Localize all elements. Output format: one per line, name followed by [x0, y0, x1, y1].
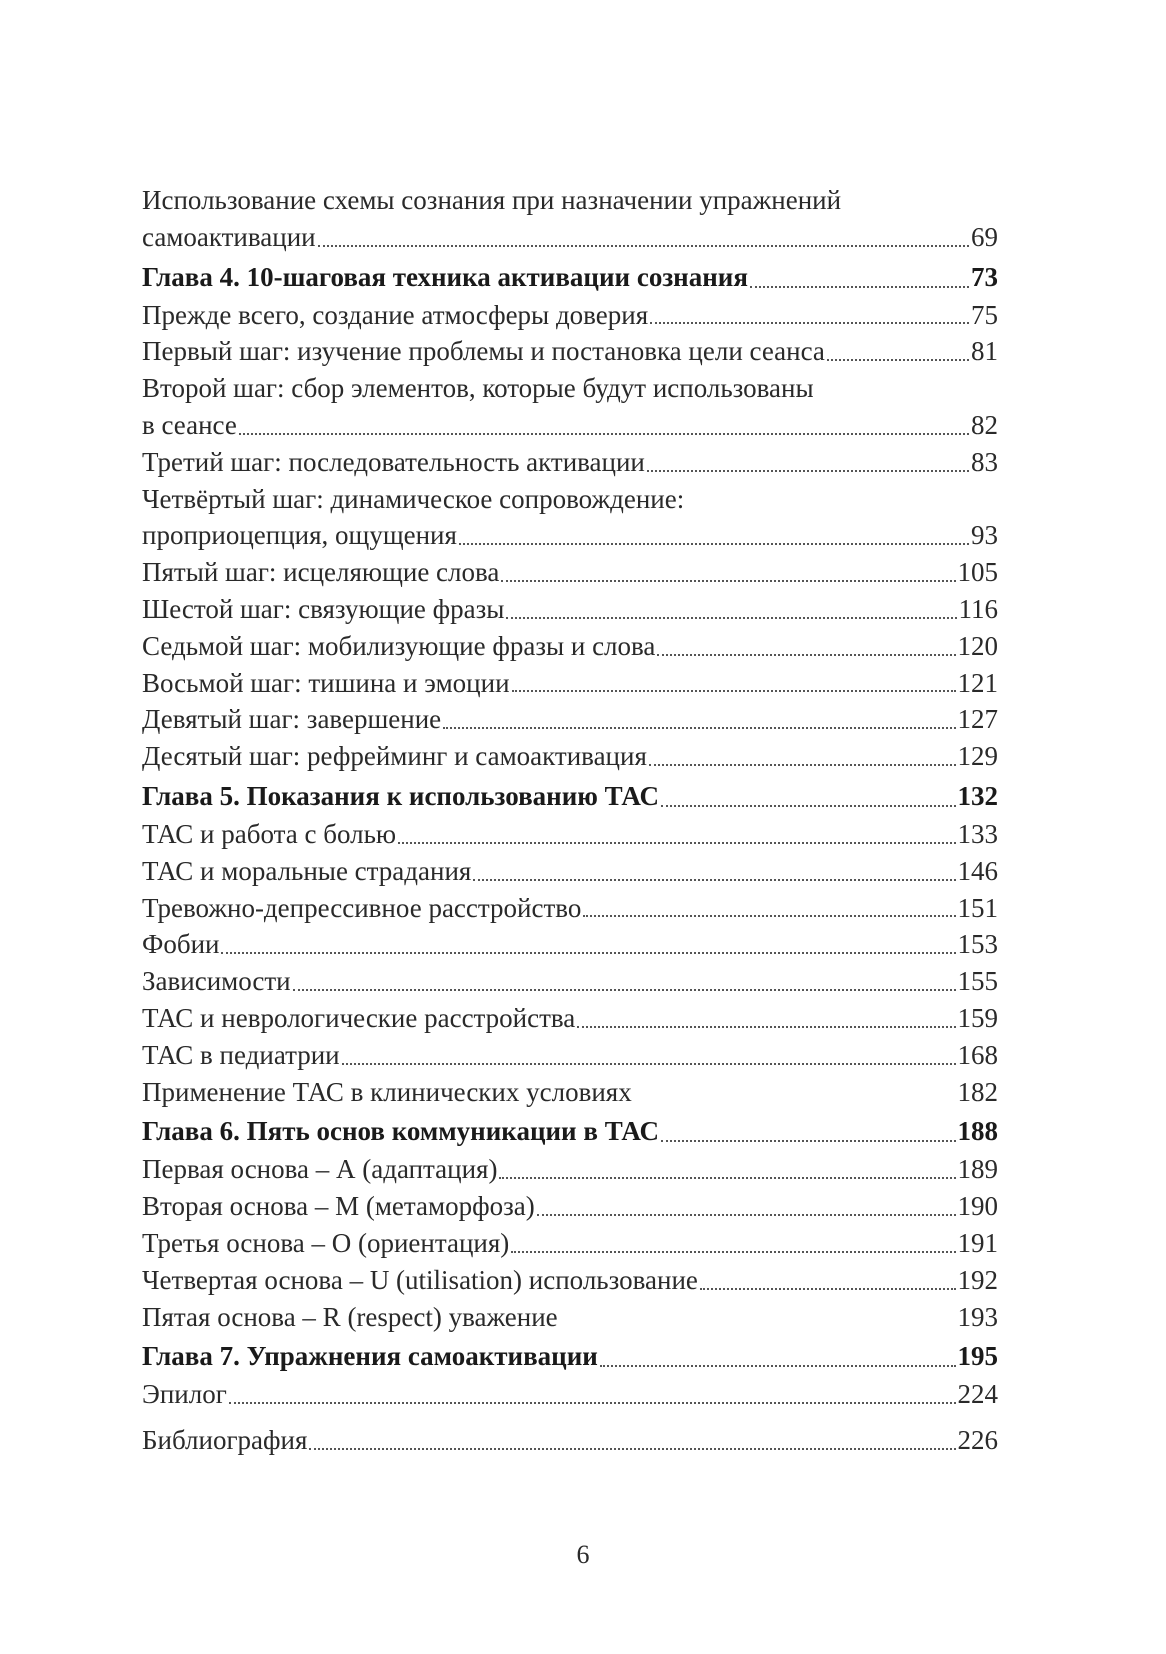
dot-leader	[649, 764, 956, 766]
toc-entry-page: 132	[957, 780, 998, 811]
toc-entry-page: 151	[957, 892, 998, 923]
table-of-contents	[142, 182, 998, 1459]
toc-entry	[142, 1376, 998, 1413]
dot-leader	[309, 1448, 955, 1450]
toc-entry-title: Восьмой шаг: тишина и эмоции	[142, 667, 510, 698]
toc-entry-page: 127	[957, 704, 998, 735]
dot-leader	[537, 1214, 956, 1216]
toc-chapter-entry	[142, 1337, 998, 1376]
dot-leader	[506, 617, 956, 619]
toc-entry-page: 82	[971, 409, 998, 440]
toc-entry-page: 120	[957, 630, 998, 661]
toc-entry-page: 190	[957, 1191, 998, 1222]
toc-entry-page: 73	[971, 261, 998, 292]
dot-leader	[700, 1288, 956, 1290]
toc-entry	[142, 853, 998, 890]
dot-leader	[661, 805, 956, 807]
dot-leader	[661, 1140, 955, 1142]
toc-entry	[142, 963, 998, 1000]
toc-entry-page: 168	[957, 1039, 998, 1070]
toc-entry-title: ТАС и моральные страдания	[142, 855, 472, 886]
dot-leader	[459, 543, 969, 545]
dot-leader	[600, 1365, 956, 1367]
toc-entry-title: Вторая основа – М (метаморфоза)	[142, 1191, 535, 1222]
toc-entry	[142, 1000, 998, 1037]
toc-entry-page: 226	[957, 1425, 998, 1456]
toc-entry-title: Тревожно-депрессивное расстройство	[142, 892, 582, 923]
toc-entry	[142, 926, 998, 963]
toc-entry-title: Первая основа – А (адаптация)	[142, 1154, 498, 1185]
toc-entry-title: Применение ТАС в клинических условиях	[142, 1076, 632, 1107]
dot-leader	[473, 879, 955, 881]
toc-entry-page: 133	[957, 818, 998, 849]
toc-entry-title: Глава 7. Упражнения самоактивации	[142, 1341, 598, 1372]
toc-entry	[142, 1225, 998, 1262]
toc-entry	[142, 297, 998, 334]
dot-leader	[511, 1251, 955, 1253]
toc-entry-page: 155	[957, 966, 998, 997]
toc-entry	[142, 628, 998, 665]
toc-entry	[142, 1262, 998, 1299]
toc-entry-page: 159	[957, 1002, 998, 1033]
dot-leader	[501, 580, 955, 582]
toc-chapter-entry	[142, 777, 998, 816]
dot-leader	[293, 989, 956, 991]
toc-entry	[142, 591, 998, 628]
toc-entry-title: Прежде всего, создание атмосферы доверия	[142, 299, 649, 330]
toc-entry-page: 192	[957, 1264, 998, 1295]
dot-leader	[221, 952, 955, 954]
dot-leader	[342, 1063, 956, 1065]
toc-chapter-entry	[142, 1112, 998, 1151]
toc-entry	[142, 1299, 998, 1336]
toc-entry	[142, 1037, 998, 1074]
dot-leader	[657, 654, 955, 656]
toc-entry	[142, 1422, 998, 1459]
toc-entry	[142, 333, 998, 370]
toc-entry-page: 83	[971, 446, 998, 477]
toc-entry-title: Девятый шаг: завершение	[142, 704, 442, 735]
toc-entry-title: Фобии	[142, 929, 220, 960]
toc-entry-page: 121	[957, 667, 998, 698]
toc-entry	[142, 444, 998, 481]
toc-entry-title: Глава 6. Пять основ коммуникации в ТАС	[142, 1116, 660, 1147]
toc-entry-title-line: Четвёртый шаг: динамическое сопровождение:	[142, 483, 685, 514]
dot-leader	[647, 470, 969, 472]
toc-entry-title: Глава 5. Показания к использованию ТАС	[142, 780, 659, 811]
dot-leader	[229, 1402, 956, 1404]
dot-leader	[650, 322, 969, 324]
toc-entry-page: 129	[957, 741, 998, 772]
toc-entry-page: 182	[957, 1076, 998, 1107]
toc-entry-title: проприоцепция, ощущения	[142, 520, 457, 551]
toc-entry	[142, 738, 998, 775]
dot-leader	[499, 1177, 955, 1179]
toc-entry-page: 224	[957, 1379, 998, 1410]
toc-entry	[142, 816, 998, 853]
dot-leader	[827, 359, 969, 361]
toc-entry-title: Четвертая основа – U (utilisation) использование	[142, 1264, 698, 1295]
toc-entry	[142, 701, 998, 738]
toc-entry	[142, 182, 998, 256]
toc-entry-page: 146	[957, 855, 998, 886]
toc-entry-page: 195	[957, 1341, 998, 1372]
toc-entry	[142, 665, 998, 702]
toc-entry-page: 69	[971, 221, 998, 252]
toc-entry-page: 81	[971, 336, 998, 367]
toc-entry	[142, 890, 998, 927]
toc-entry-title: Пятый шаг: исцеляющие слова	[142, 557, 500, 588]
toc-entry-title: Глава 4. 10-шаговая техника активации сознания	[142, 261, 748, 292]
toc-entry-title: Первый шаг: изучение проблемы и постановка цели сеанса	[142, 336, 825, 367]
toc-chapter-entry	[142, 258, 998, 297]
toc-entry-title: в сеансе	[142, 409, 237, 440]
toc-entry-page: 105	[957, 557, 998, 588]
dot-leader	[512, 690, 956, 692]
toc-entry-page: 75	[971, 299, 998, 330]
toc-entry-title: ТАС и неврологические расстройства	[142, 1002, 576, 1033]
page-number: 6	[576, 1540, 590, 1569]
toc-entry-title: Пятая основа – R (respect) уважение	[142, 1301, 558, 1332]
toc-entry	[142, 1074, 998, 1111]
toc-entry-title: самоактивации	[142, 221, 316, 252]
toc-entry-page: 189	[957, 1154, 998, 1185]
toc-entry	[142, 1188, 998, 1225]
toc-entry-title: Шестой шаг: связующие фразы	[142, 593, 505, 624]
dot-leader	[583, 915, 955, 917]
toc-entry-page: 191	[957, 1227, 998, 1258]
toc-entry	[142, 370, 998, 444]
toc-entry	[142, 481, 998, 555]
toc-entry-title: Десятый шаг: рефрейминг и самоактивация	[142, 741, 647, 772]
dot-leader	[577, 1026, 955, 1028]
dot-leader	[239, 433, 969, 435]
toc-entry-page: 93	[971, 520, 998, 551]
dot-leader	[398, 842, 955, 844]
toc-entry	[142, 1151, 998, 1188]
toc-entry-title: Эпилог	[142, 1379, 227, 1410]
toc-entry-title: Третий шаг: последовательность активации	[142, 446, 645, 477]
toc-entry-page: 188	[957, 1116, 998, 1147]
dot-leader	[443, 727, 955, 729]
toc-entry-title: ТАС в педиатрии	[142, 1039, 340, 1070]
toc-entry-title: Зависимости	[142, 966, 291, 997]
toc-entry-title: Третья основа – О (ориентация)	[142, 1227, 510, 1258]
toc-entry	[142, 554, 998, 591]
dot-leader	[750, 286, 969, 288]
dot-leader	[318, 245, 969, 247]
toc-entry-page: 116	[958, 593, 998, 624]
toc-entry-page: 153	[957, 929, 998, 960]
toc-entry-title: Седьмой шаг: мобилизующие фразы и слова	[142, 630, 656, 661]
toc-entry-page: 193	[957, 1301, 998, 1332]
toc-entry-title: Библиография	[142, 1425, 308, 1456]
toc-entry-title: ТАС и работа с болью	[142, 818, 397, 849]
toc-entry-title-line: Второй шаг: сбор элементов, которые будут использованы	[142, 373, 814, 404]
toc-entry-title-line: Использование схемы сознания при назначении упражнений	[142, 185, 842, 215]
